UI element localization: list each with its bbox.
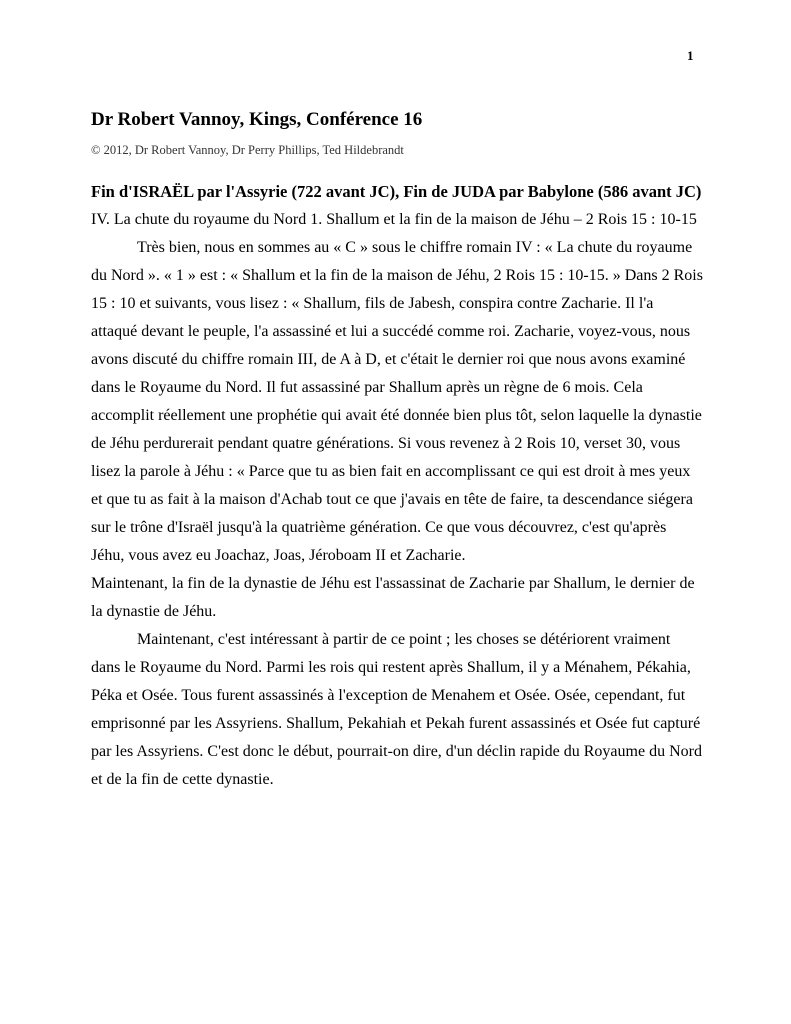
body-paragraph-2: Maintenant, la fin de la dynastie de Jéhu est l'assassinat de Zacharie par Shallum, le dernier de la dynastie de Jéhu.: [91, 575, 695, 620]
lecture-subtitle: Fin d'ISRAËL par l'Assyrie (722 avant JC), Fin de JUDA par Babylone (586 avant JC): [91, 182, 702, 201]
document-body: [91, 178, 703, 794]
section-heading: IV. La chute du royaume du Nord 1. Shallum et la fin de la maison de Jéhu – 2 Rois 15 : 10-15: [91, 211, 697, 228]
body-paragraph-1: Très bien, nous en sommes au « C » sous le chiffre romain IV : « La chute du royaume du Nord ». « 1 » est : « Shallum et la fin de la maison de Jéhu, 2 Rois 15 : 10-15. » Dans 2 Rois 15 : 10 et suivants, vous lisez : « Shallum, fils de Jabesh, conspira contre Zacharie. Il l'a attaqué devant le peuple, l'a assassiné et lui a succédé comme roi. Zacharie, voyez-vous, nous avons discuté du chiffre romain III, de A à D, et c'était le dernier roi que nous avons examiné dans le Royaume du Nord. Il fut assassiné par Shallum après un règne de 6 mois. Cela accomplit réellement une prophétie qui avait été donnée bien plus tôt, selon laquelle la dynastie de Jéhu perdurerait pendant quatre générations. Si vous revenez à 2 Rois 10, verset 30, vous lisez la parole à Jéhu : « Parce que tu as bien fait en accomplissant ce qui est droit à mes yeux et que tu as fait à la maison d'Achab tout ce que j'avais en tête de faire, ta descendance siégera sur le trône d'Israël jusqu'à la quatrième génération. Ce que vous découvrez, c'est qu'après Jéhu, vous avez eu Joachaz, Joas, Jéroboam II et Zacharie.: [91, 239, 703, 564]
body-paragraph-3: Maintenant, c'est intéressant à partir de ce point ; les choses se détériorent vraiment dans le Royaume du Nord. Parmi les rois qui restent après Shallum, il y a Ménahem, Pékahia, Péka et Osée. Tous furent assassinés à l'exception de Menahem et Osée. Osée, cependant, fut emprisonné par les Assyriens. Shallum, Pekahiah et Pekah furent assassinés et Osée fut capturé par les Assyriens. C'est donc le début, pourrait-on dire, d'un déclin rapide du Royaume du Nord et de la fin de cette dynastie.: [91, 631, 702, 788]
copyright-line: © 2012, Dr Robert Vannoy, Dr Perry Phillips, Ted Hildebrandt: [91, 143, 404, 157]
document-title: Dr Robert Vannoy, Kings, Conférence 16: [91, 109, 423, 130]
page-number: 1: [687, 48, 694, 63]
